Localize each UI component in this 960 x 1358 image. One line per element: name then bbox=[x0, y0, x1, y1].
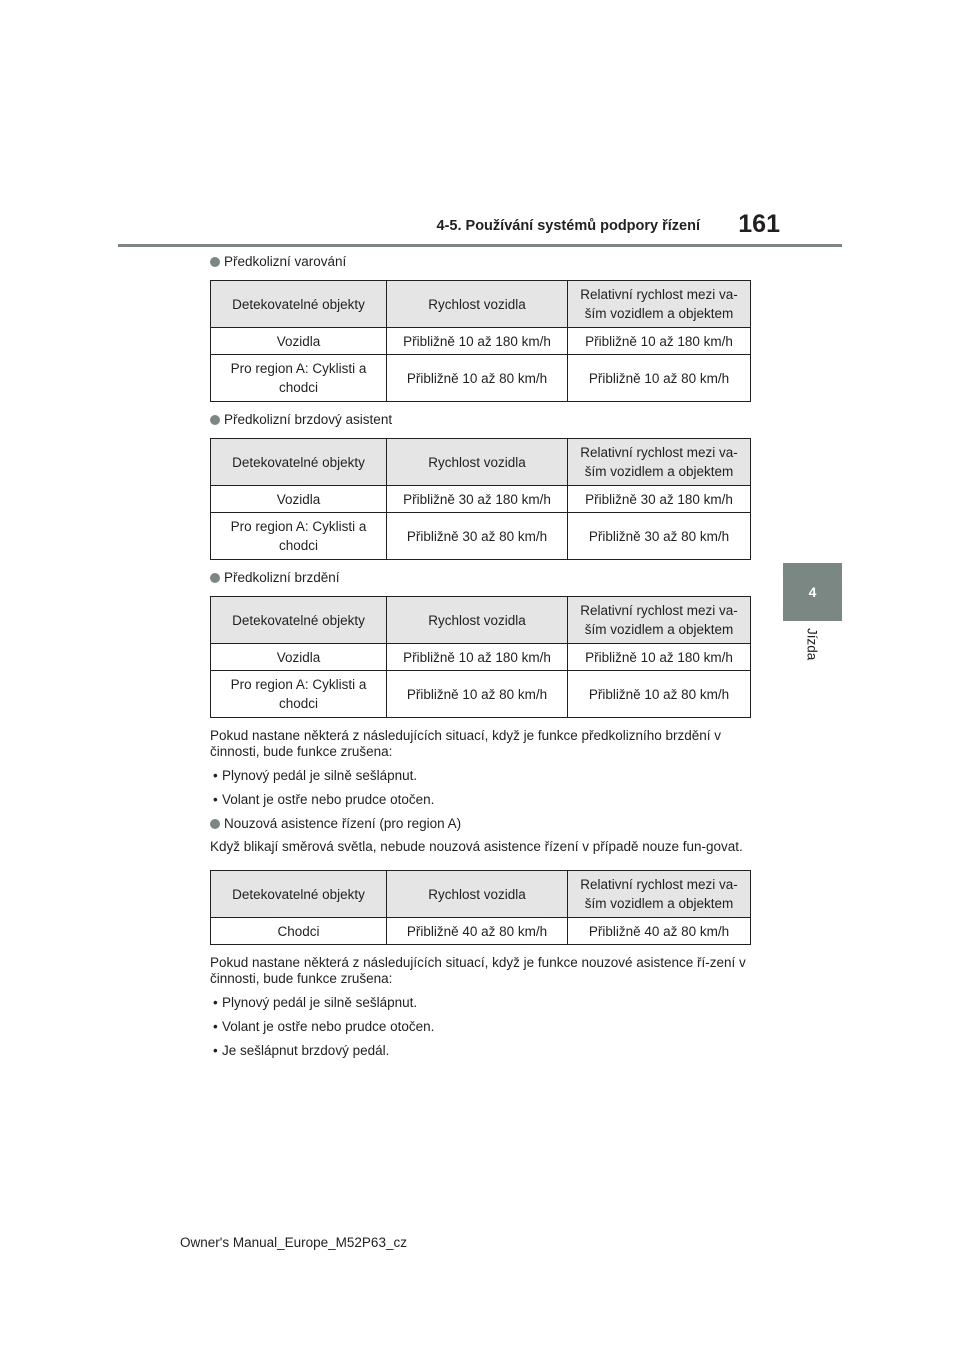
header-detectable-objects: Detekovatelné objekty bbox=[211, 597, 387, 644]
table-cell: Přibližně 10 až 80 km/h bbox=[387, 355, 568, 402]
header-relative-speed: Relativní rychlost mezi va-ším vozidlem a objektem bbox=[568, 439, 751, 486]
detection-table bbox=[210, 596, 751, 718]
table-row bbox=[211, 918, 751, 945]
bullet-dot-icon bbox=[210, 257, 220, 267]
chapter-label: Jízda bbox=[804, 628, 820, 661]
table-cell: Přibližně 10 až 180 km/h bbox=[568, 644, 751, 671]
table-row bbox=[211, 671, 751, 718]
table-row bbox=[211, 355, 751, 402]
table-cell: Pro region A: Cyklisti a chodci bbox=[211, 355, 387, 402]
table-cell: Pro region A: Cyklisti a chodci bbox=[211, 513, 387, 560]
list-item bbox=[210, 1019, 750, 1035]
table-row bbox=[211, 486, 751, 513]
list-bullet-icon: • bbox=[213, 792, 218, 807]
list-item-text: Je sešlápnut brzdový pedál. bbox=[222, 1043, 390, 1058]
emergency-note: Když blikají směrová světla, nebude nouzová asistence řízení v případě nouze fun-govat. bbox=[210, 839, 743, 854]
list-item bbox=[210, 768, 750, 784]
bullet-dot-icon bbox=[210, 573, 220, 583]
table-cell: Přibližně 30 až 80 km/h bbox=[387, 513, 568, 560]
footer-manual-id: Owner's Manual_Europe_M52P63_cz bbox=[180, 1235, 407, 1250]
table-cell: Přibližně 40 až 80 km/h bbox=[387, 918, 568, 945]
section-heading bbox=[210, 412, 750, 428]
header-vehicle-speed: Rychlost vozidla bbox=[387, 439, 568, 486]
table-cell: Vozidla bbox=[211, 486, 387, 513]
section-heading bbox=[210, 570, 750, 586]
table-cell: Přibližně 30 až 80 km/h bbox=[568, 513, 751, 560]
section-title: Předkolizní brzdový asistent bbox=[224, 412, 393, 427]
header-section-title: 4-5. Používání systémů podpory řízení bbox=[436, 218, 700, 234]
section-heading bbox=[210, 816, 750, 832]
header-vehicle-speed: Rychlost vozidla bbox=[387, 871, 568, 918]
header-relative-speed: Relativní rychlost mezi va-ším vozidlem a objektem bbox=[568, 597, 751, 644]
table-row bbox=[211, 513, 751, 560]
list-bullet-icon: • bbox=[213, 768, 218, 783]
table-cell: Přibližně 40 až 80 km/h bbox=[568, 918, 751, 945]
list-bullet-icon: • bbox=[213, 1043, 218, 1058]
list-item-text: Volant je ostře nebo prudce otočen. bbox=[222, 1019, 435, 1034]
detection-table bbox=[210, 870, 751, 945]
header-vehicle-speed: Rychlost vozidla bbox=[387, 597, 568, 644]
table-cell: Přibližně 10 až 180 km/h bbox=[387, 328, 568, 355]
page-number: 161 bbox=[738, 210, 780, 238]
section-heading bbox=[210, 254, 750, 270]
table-cell: Přibližně 10 až 80 km/h bbox=[387, 671, 568, 718]
braking-cancel-intro: Pokud nastane některá z následujících situací, když je funkce předkolizního brzdění v činnosti, bude funkce zrušena: bbox=[210, 728, 722, 759]
table-cell: Vozidla bbox=[211, 644, 387, 671]
list-item-text: Plynový pedál je silně sešlápnut. bbox=[222, 768, 418, 783]
bullet-dot-icon bbox=[210, 819, 220, 829]
list-bullet-icon: • bbox=[213, 1019, 218, 1034]
table-cell: Přibližně 10 až 80 km/h bbox=[568, 355, 751, 402]
detection-table bbox=[210, 438, 751, 560]
header-relative-speed: Relativní rychlost mezi va-ším vozidlem a objektem bbox=[568, 871, 751, 918]
header-detectable-objects: Detekovatelné objekty bbox=[211, 439, 387, 486]
table-cell: Přibližně 30 až 180 km/h bbox=[568, 486, 751, 513]
section-title: Nouzová asistence řízení (pro region A) bbox=[224, 816, 462, 831]
section-title: Předkolizní varování bbox=[224, 254, 347, 269]
table-cell: Pro region A: Cyklisti a chodci bbox=[211, 671, 387, 718]
header-detectable-objects: Detekovatelné objekty bbox=[211, 871, 387, 918]
table-cell: Přibližně 10 až 180 km/h bbox=[568, 328, 751, 355]
header-rule bbox=[118, 244, 842, 247]
list-item-text: Volant je ostře nebo prudce otočen. bbox=[222, 792, 435, 807]
header-vehicle-speed: Rychlost vozidla bbox=[387, 281, 568, 328]
list-item bbox=[210, 1043, 750, 1059]
table-cell: Chodci bbox=[211, 918, 387, 945]
page-content bbox=[210, 254, 750, 1067]
table-row bbox=[211, 328, 751, 355]
list-item-text: Plynový pedál je silně sešlápnut. bbox=[222, 995, 418, 1010]
bullet-dot-icon bbox=[210, 415, 220, 425]
list-item bbox=[210, 792, 750, 808]
header-relative-speed: Relativní rychlost mezi va-ším vozidlem a objektem bbox=[568, 281, 751, 328]
emergency-cancel-intro: Pokud nastane některá z následujících situací, když je funkce nouzové asistence ří-zení v činnosti, bude funkce zrušena: bbox=[210, 955, 746, 986]
table-cell: Přibližně 10 až 80 km/h bbox=[568, 671, 751, 718]
table-cell: Přibližně 10 až 180 km/h bbox=[387, 644, 568, 671]
header-detectable-objects: Detekovatelné objekty bbox=[211, 281, 387, 328]
list-item bbox=[210, 995, 750, 1011]
detection-table bbox=[210, 280, 751, 402]
section-title: Předkolizní brzdění bbox=[224, 570, 340, 585]
table-row bbox=[211, 644, 751, 671]
chapter-tab[interactable]: 4 bbox=[783, 563, 842, 621]
list-bullet-icon: • bbox=[213, 995, 218, 1010]
table-cell: Přibližně 30 až 180 km/h bbox=[387, 486, 568, 513]
table-cell: Vozidla bbox=[211, 328, 387, 355]
